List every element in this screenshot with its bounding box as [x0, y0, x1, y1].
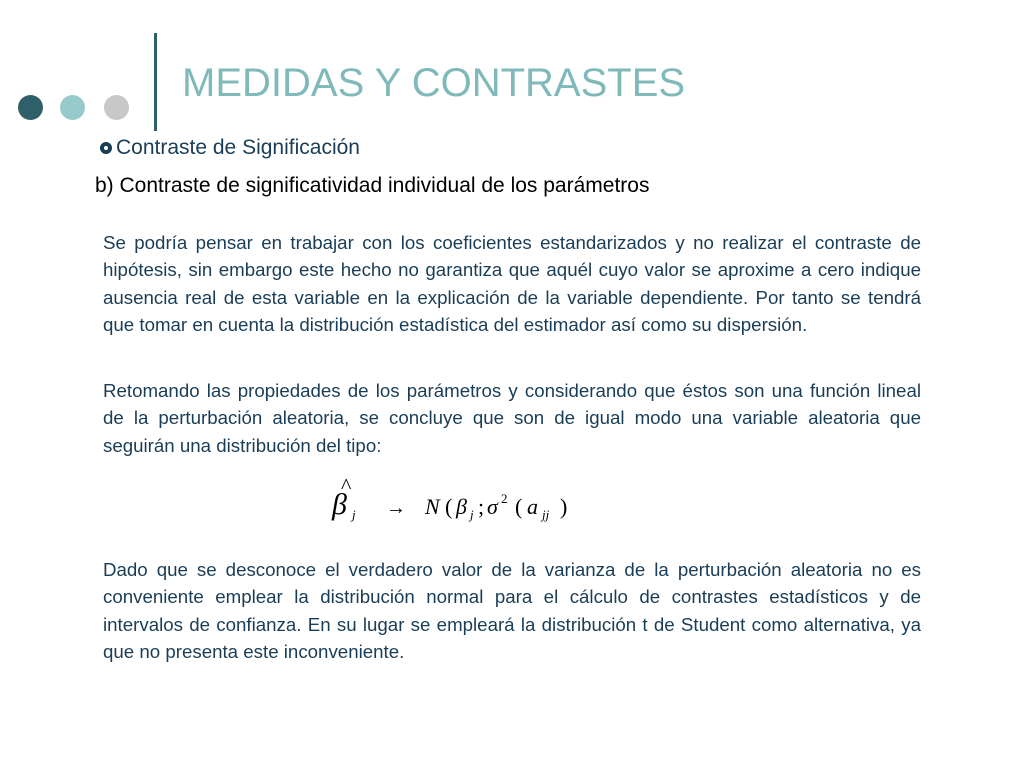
bullet-item [100, 135, 360, 161]
title-divider [154, 33, 157, 131]
formula-beta-hat: β [332, 488, 347, 521]
formula-semicolon: ; [478, 494, 485, 519]
formula-arrow: → [386, 497, 406, 519]
formula-inner-open-paren: ( [515, 494, 523, 519]
bullet-text: Contraste de Significación [116, 136, 360, 159]
paragraph-3: Dado que se desconoce el verdadero valor de la varianza de la perturbación aleatoria no es conveniente emplear la distribución normal para el cálculo de contrastes estadísticos y de intervalos de confianza. En su lugar se empleará la distribución t de Student como alternativa, ya que no presenta este inconveniente. [103, 559, 921, 662]
slide-title: MEDIDAS Y CONTRASTES [182, 61, 686, 105]
circle-bullet-icon [100, 142, 112, 154]
formula-svg [325, 472, 625, 532]
formula-normal-symbol: N [425, 494, 440, 519]
formula-beta: β [456, 494, 467, 519]
gray-dot-icon [104, 95, 129, 120]
formula-open-paren: ( [445, 494, 453, 519]
paragraph-1: Se podría pensar en trabajar con los coeficientes estandarizados y no realizar el contraste de hipótesis, sin embargo este hecho no garantiza que aquél cuyo valor se aproxime a cero indique ausencia real de esta variable en la explicación de la variable dependiente. Por tanto se tendrá que tomar en cuenta la distribución estadística del estimador así como su dispersión. [103, 232, 921, 335]
formula-sigma: σ [487, 494, 498, 519]
formula-a-subscript: jj [542, 507, 550, 522]
paragraph-2: Retomando las propiedades de los parámetros y considerando que éstos son una función lineal de la perturbación aleatoria, se concluye que son de igual modo una variable aleatoria que seguirán una distribución del tipo: [103, 380, 921, 456]
distribution-formula [325, 472, 625, 532]
formula-close-paren: ) [560, 494, 568, 519]
formula-sigma-exponent: 2 [501, 491, 508, 506]
teal-dot-icon [60, 95, 85, 120]
formula-a: a [527, 494, 538, 519]
formula-beta-hat-subscript: j [352, 507, 356, 522]
decorative-dots [18, 95, 133, 121]
dark-dot-icon [18, 95, 43, 120]
formula-hat: ^ [341, 473, 352, 498]
section-subtitle: b) Contraste de significatividad individual de los parámetros [95, 174, 650, 197]
formula-beta-subscript: j [470, 507, 474, 522]
